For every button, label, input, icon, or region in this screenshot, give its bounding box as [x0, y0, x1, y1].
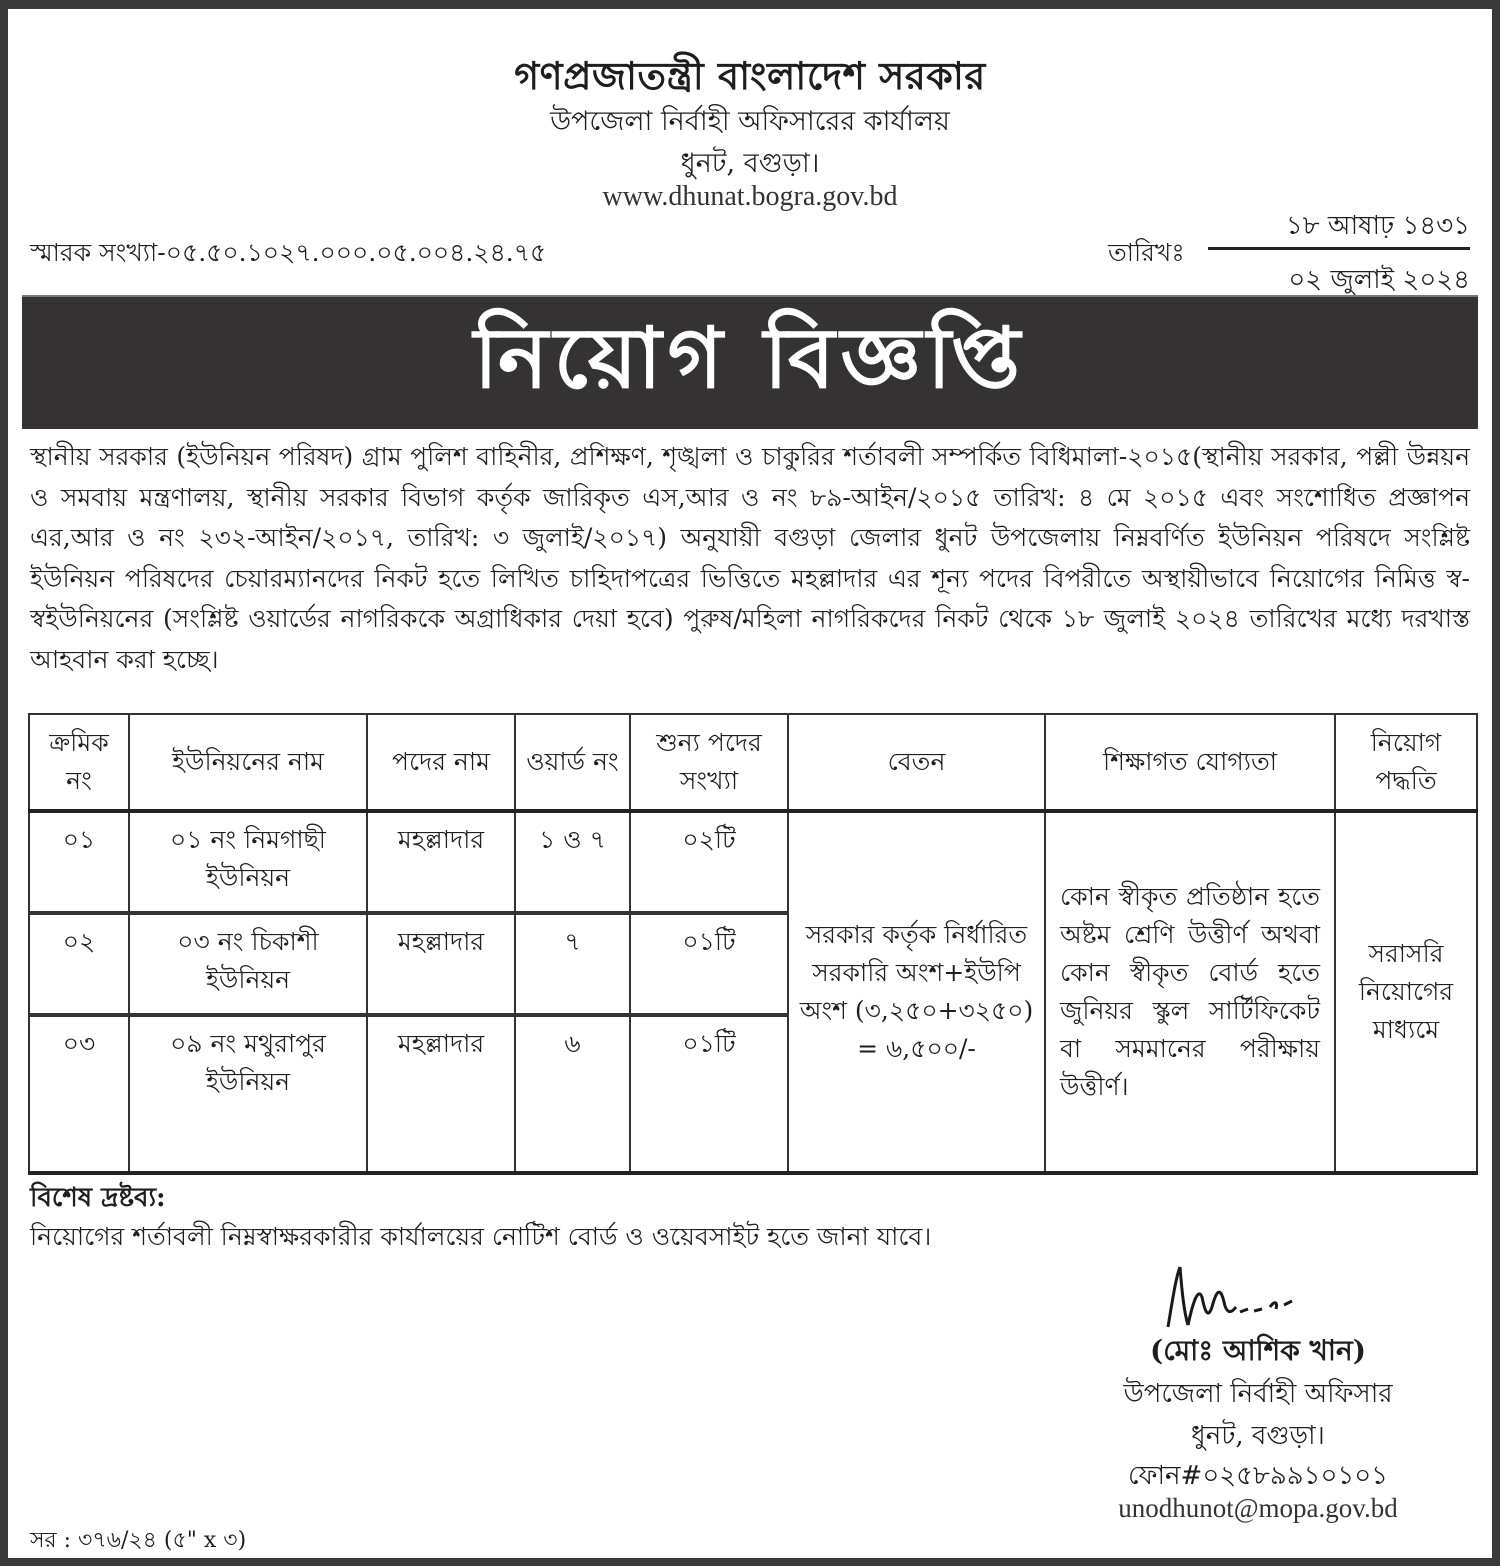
government-title: গণপ্রজাতন্ত্রী বাংলাদেশ সরকার: [514, 53, 986, 98]
footer-code: সর : ৩৭৬/২৪ (৫" x ৩): [30, 1528, 247, 1553]
header-ward: ওয়ার্ড নং: [515, 714, 630, 811]
header-salary: বেতন: [788, 714, 1045, 811]
cell-post: মহল্লাদার: [367, 913, 515, 1015]
office-name: উপজেলা নির্বাহী অফিসারের কার্যালয়: [550, 106, 950, 137]
cell-ward: ৬: [515, 1015, 630, 1173]
notice-body: স্থানীয় সরকার (ইউনিয়ন পরিষদ) গ্রাম পুলিশ বাহিনীর, প্রশিক্ষণ, শৃঙ্খলা ও চাকুরির শর্তাবলী সম্পর্কিত বিধিমালা-২০১৫(স্থানীয় সরকার, পল্লী উন্নয়ন ও সমবায় মন্ত্রণালয়, স্থানীয় সরকার বিভাগ কর্তৃক জারিকৃত এস,আর ও নং ৮৯-আইন/২০১৫ তারিখ: ৪ মে ২০১৫ এবং সংশোধিত প্রজ্ঞাপন এর,আর ও নং ২৩২-আইন/২০১৭, তারিখ: ৩ জুলাই/২০১৭) অনুযায়ী বগুড়া জেলার ধুনট উপজেলায় নিম্নবর্ণিত ইউনিয়ন পরিষদে সংশ্লিষ্ট ইউনিয়ন পরিষদের চেয়ারম্যানদের নিকট হতে লিখিত চাহিদাপত্রের ভিত্তিতে মহল্লাদার এর শূন্য পদের বিপরীতে অস্থায়ীভাবে নিয়োগের নিমিত্ত স্ব-স্বইউনিয়নের (সংশ্লিষ্ট ওয়ার্ডের নাগরিককে অগ্রাধিকার দেয়া হবে) পুরুষ/মহিলা নাগরিকদের নিকট থেকে ১৮ জুলাই ২০২৪ তারিখের মধ্যে দরখাস্ত আহবান করা হচ্ছে।: [30, 442, 1470, 674]
cell-post: মহল্লাদার: [367, 811, 515, 913]
cell-union: ০৯ নং মথুরাপুর ইউনিয়ন: [129, 1015, 367, 1173]
banner-title: নিয়োগ বিজ্ঞপ্তি: [473, 307, 1027, 407]
table-row: [29, 811, 1477, 913]
memo-reference: স্মারক সংখ্যা-০৫.৫০.১০২৭.০০০.০৫.০০৪.২৪.৭৫: [30, 238, 547, 267]
signatory-email[interactable]: unodhunot@mopa.gov.bd: [1118, 1493, 1398, 1523]
notice-banner: [22, 295, 1478, 429]
cell-serial: ০৩: [29, 1015, 129, 1173]
cell-vacancies: ০১টি: [630, 913, 788, 1015]
date-divider: [1208, 247, 1470, 250]
date-bangla: ১৮ আষাঢ় ১৪৩১: [1285, 211, 1470, 241]
date-label: তারিখঃ: [1108, 238, 1185, 267]
cell-post: মহল্লাদার: [367, 1015, 515, 1173]
table-header-row: [29, 714, 1477, 811]
website-link[interactable]: www.dhunat.bogra.gov.bd: [602, 181, 898, 212]
cell-qualification: কোন স্বীকৃত প্রতিষ্ঠান হতে অষ্টম শ্রেণি উত্তীর্ণ অথবা কোন স্বীকৃত বোর্ড হতে জুনিয়র স্কুল সার্টিফিকেট বা সমমানের পরীক্ষায় উত্তীর্ণ।: [1045, 811, 1335, 1173]
office-location: ধুনট, বগুড়া।: [680, 148, 820, 179]
cell-serial: ০১: [29, 811, 129, 913]
special-note-text: নিয়োগের শর্তাবলী নিম্নস্বাক্ষরকারীর কার্যালয়ের নোটিশ বোর্ড ও ওয়েবসাইট হতে জানা যাবে।: [30, 1222, 932, 1251]
cell-union: ০৩ নং চিকাশী ইউনিয়ন: [129, 913, 367, 1015]
cell-vacancies: ০২টি: [630, 811, 788, 913]
header-post: পদের নাম: [367, 714, 515, 811]
signature-icon: [1158, 1257, 1318, 1337]
special-note-title: বিশেষ দ্রষ্টব্য:: [30, 1183, 166, 1213]
date-gregorian: ০২ জুলাই ২০২৪: [1288, 265, 1470, 295]
cell-ward: ১ ও ৭: [515, 811, 630, 913]
cell-method: সরাসরি নিয়োগের মাধ্যমে: [1335, 811, 1477, 1173]
signatory-name: (মোঃ আশিক খান): [1150, 1334, 1366, 1367]
header-union: ইউনিয়নের নাম: [129, 714, 367, 811]
signatory-designation: উপজেলা নির্বাহী অফিসার: [1123, 1379, 1393, 1409]
header-qualification: শিক্ষাগত যোগ্যতা: [1045, 714, 1335, 811]
header-serial: ক্রমিক নং: [29, 714, 129, 811]
cell-union: ০১ নং নিমগাছী ইউনিয়ন: [129, 811, 367, 913]
cell-vacancies: ০১টি: [630, 1015, 788, 1173]
header-vacancies: শুন্য পদের সংখ্যা: [630, 714, 788, 811]
header-method: নিয়োগ পদ্ধতি: [1335, 714, 1477, 811]
cell-serial: ০২: [29, 913, 129, 1015]
notice-page: [8, 9, 1492, 1558]
signatory-phone: ফোন#০২৫৮৯৯১০১০১: [1127, 1461, 1389, 1491]
signatory-location: ধুনট, বগুড়া।: [1191, 1421, 1325, 1451]
cell-ward: ৭: [515, 913, 630, 1015]
vacancy-table: [28, 713, 1478, 1175]
cell-salary: সরকার কর্তৃক নির্ধারিত সরকারি অংশ+ইউপি অংশ (৩,২৫০+৩২৫০) = ৬,৫০০/-: [788, 811, 1045, 1173]
